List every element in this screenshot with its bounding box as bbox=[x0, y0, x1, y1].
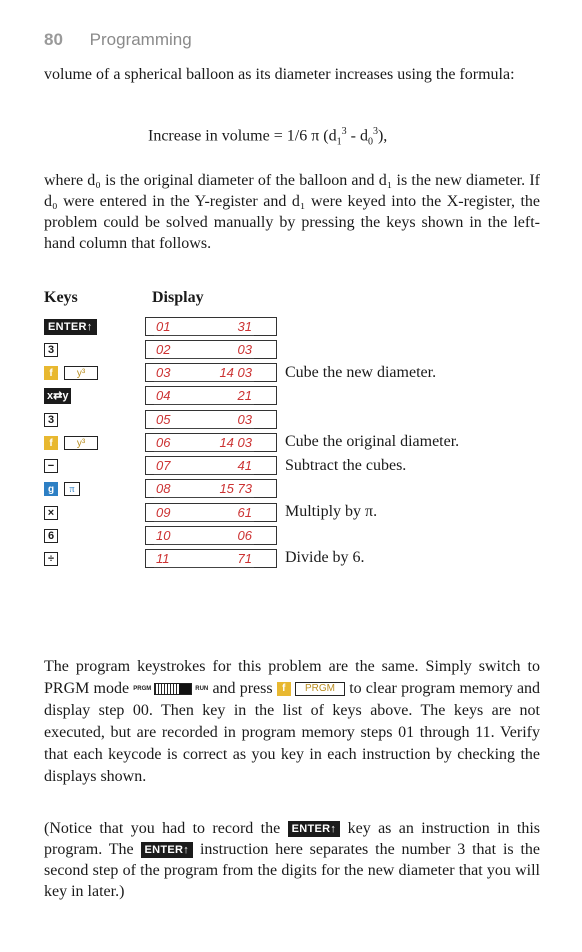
display-row: 10 06 bbox=[145, 526, 277, 545]
display-row: 09 61 bbox=[145, 503, 277, 522]
f-key: f bbox=[277, 682, 291, 696]
key-row-10 bbox=[44, 528, 58, 544]
display-row: 07 41 bbox=[145, 456, 277, 475]
notice-paragraph: (Notice that you had to record the ENTER↑ key as an instruction in this program. The ENTER↑ instruction here separates the number 3 that is the second step of the program from the digits for the new diameter that you will key in later.) bbox=[44, 820, 541, 900]
display-row: 11 71 bbox=[145, 549, 277, 568]
key-row-5 bbox=[44, 412, 58, 428]
key-row-2 bbox=[44, 342, 58, 358]
comment-multiply: Multiply by π. bbox=[285, 503, 378, 520]
key-row-9 bbox=[44, 505, 58, 521]
y-cubed-key: y³ bbox=[64, 436, 98, 450]
intro-paragraph: volume of a spherical balloon as its diameter increases using the formula: bbox=[44, 66, 515, 83]
enter-key: ENTER↑ bbox=[141, 842, 194, 858]
key-row-8 bbox=[44, 481, 80, 497]
display-row: 01 31 bbox=[145, 317, 277, 336]
divide-key: ÷ bbox=[44, 552, 58, 566]
key-row-3 bbox=[44, 365, 98, 381]
three-key: 3 bbox=[44, 413, 58, 427]
display-row: 06 14 03 bbox=[145, 433, 277, 452]
page-header bbox=[44, 30, 192, 50]
y-cubed-key: y³ bbox=[64, 366, 98, 380]
keys-column-header: Keys bbox=[44, 289, 78, 306]
key-row-7 bbox=[44, 458, 58, 474]
display-row: 08 15 73 bbox=[145, 479, 277, 498]
page-number: 80 bbox=[44, 30, 63, 49]
comment-cube-original: Cube the original diameter. bbox=[285, 433, 460, 450]
display-row: 02 03 bbox=[145, 340, 277, 359]
prgm-key: PRGM bbox=[295, 682, 345, 696]
enter-key: ENTER↑ bbox=[288, 821, 341, 837]
x-exchange-y-key: x⇄y bbox=[44, 388, 71, 404]
prgm-run-switch-icon: PRGM RUN bbox=[133, 678, 208, 700]
display-column-header: Display bbox=[152, 289, 204, 306]
enter-key: ENTER↑ bbox=[44, 319, 97, 335]
display-row: 03 14 03 bbox=[145, 363, 277, 382]
three-key: 3 bbox=[44, 343, 58, 357]
formula: Increase in volume = 1/6 π $(d_1^3 - d_0^3)$, bbox=[148, 126, 388, 148]
six-key: 6 bbox=[44, 529, 58, 543]
f-key: f bbox=[44, 436, 58, 450]
program-paragraph: The program keystrokes for this problem are the same. Simply switch to PRGM mode PRGM RUN and press f PRGM to clear program memory and display step 00. Then key in the list of keys above. The keys are not executed, but are recorded in program memory steps 01 through 11. Verify that each keycode is correct as you key in each instruction by checking the displays shown. bbox=[44, 658, 541, 786]
minus-key: − bbox=[44, 459, 58, 473]
display-row: 04 21 bbox=[145, 386, 277, 405]
comment-subtract: Subtract the cubes. bbox=[285, 457, 407, 474]
comment-cube-new: Cube the new diameter. bbox=[285, 364, 437, 381]
key-row-11 bbox=[44, 551, 58, 567]
g-key: g bbox=[44, 482, 58, 496]
f-key: f bbox=[44, 366, 58, 380]
page-title: Programming bbox=[89, 30, 192, 49]
key-row-1 bbox=[44, 319, 97, 335]
explanation-paragraph: where d₀ is the original diameter of the balloon and d₁ is the new diameter. If d₀ were entered in the Y-register and d₁ were keyed into the X-register, the problem could be solved manually by pressing the keys shown in the left-hand column that follows. bbox=[44, 172, 540, 252]
display-row: 05 03 bbox=[145, 410, 277, 429]
key-row-4 bbox=[44, 388, 71, 404]
times-key: × bbox=[44, 506, 58, 520]
key-row-6 bbox=[44, 435, 98, 451]
comment-divide: Divide by 6. bbox=[285, 549, 365, 566]
pi-key: π bbox=[64, 482, 80, 496]
